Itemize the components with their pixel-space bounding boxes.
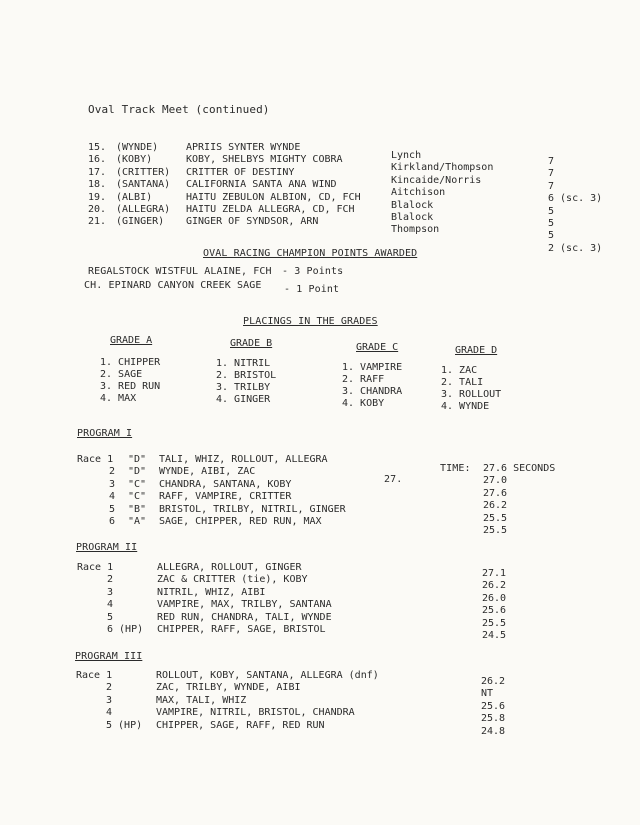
race-label: 2	[107, 574, 114, 586]
entry-owners	[391, 150, 493, 237]
race-label: 5	[107, 611, 114, 623]
grade-c-column	[342, 342, 402, 410]
program-3-title: PROGRAM III	[75, 651, 143, 662]
race-time: 26.0	[482, 592, 507, 604]
race-time: 24.8	[481, 725, 506, 737]
entry-call-name: (ALLEGRA)	[116, 203, 171, 215]
entry-registered-name: HAITU ZELDA ALLEGRA, CD, FCH	[186, 203, 355, 215]
grade-placing: 1. ZAC	[441, 365, 478, 376]
race-time: 24.5	[482, 629, 507, 641]
race-time: 25.5	[482, 617, 507, 629]
program-2-title: PROGRAM II	[76, 542, 138, 553]
grade-placing: 2. RAFF	[342, 374, 385, 385]
entry-owner: Kirkland/Thompson	[391, 162, 494, 174]
race-time: 27.1	[482, 568, 507, 579]
race-grade: "B"	[128, 503, 147, 515]
entry-points-value: 5	[548, 217, 555, 229]
race-time: 26.2	[483, 500, 508, 512]
grade-placing: 1. VAMPIRE	[342, 362, 403, 373]
grade-placing: 2. BRISTOL	[216, 370, 277, 381]
race-dogs: RAFF, VAMPIRE, CRITTER	[159, 491, 292, 503]
race-label: Race 1	[77, 562, 114, 573]
entry-points-value: 5	[548, 205, 555, 217]
grade-placing: 3. RED RUN	[100, 381, 161, 392]
entry-points-value: 2 (sc. 3)	[548, 242, 603, 254]
race-dogs: CHIPPER, RAFF, SAGE, BRISTOL	[157, 623, 326, 635]
entry-points-value: 6 (sc. 3)	[548, 193, 603, 205]
race-grade: "C"	[128, 491, 147, 503]
entry-number: 19.	[88, 191, 107, 203]
race-time: 25.6	[482, 605, 507, 617]
time-label: TIME:	[440, 463, 471, 474]
race-label: 3	[106, 694, 113, 706]
entry-number: 16.	[88, 154, 107, 166]
entry-number: 15.	[88, 142, 107, 153]
entry-owner: Kincaide/Norris	[391, 174, 482, 186]
entry-call-name: (SANTANA)	[116, 179, 171, 191]
entry-registered-name: HAITU ZEBULON ALBION, CD, FCH	[186, 191, 361, 203]
race-grade: "C"	[128, 478, 147, 490]
race-time: 27.6	[483, 487, 508, 499]
race-label: 4	[107, 599, 114, 611]
race-dogs: NITRIL, WHIZ, AIBI	[157, 586, 266, 598]
program-3-race-labels	[76, 670, 142, 732]
program-1-dogs	[159, 454, 346, 528]
grade-title: GRADE D	[455, 345, 498, 356]
race-dogs: VAMPIRE, MAX, TRILBY, SANTANA	[157, 599, 332, 611]
grade-d-column	[441, 345, 501, 413]
entry-registered-name: APRIIS SYNTER WYNDE	[186, 142, 301, 153]
grade-placing: 1. NITRIL	[216, 358, 271, 369]
race-label: 3	[107, 586, 114, 598]
program-2-times	[482, 568, 506, 642]
champion-heading: OVAL RACING CHAMPION POINTS AWARDED	[203, 248, 418, 259]
entry-points-value: 7	[548, 156, 555, 167]
entry-number: 18.	[88, 179, 107, 191]
grade-placing: 4. WYNDE	[441, 401, 490, 412]
entry-registered-names	[186, 142, 361, 229]
race-time: 25.8	[481, 713, 506, 725]
entry-registered-name: CALIFORNIA SANTA ANA WIND	[186, 179, 337, 191]
race-grade: "A"	[128, 515, 147, 527]
entry-call-name: (CRITTER)	[116, 166, 171, 178]
race-label: Race 1	[77, 454, 114, 465]
champion-name: CH. EPINARD CANYON CREEK SAGE	[84, 280, 262, 291]
program-2-dogs	[157, 562, 332, 636]
race-label: 5	[109, 503, 116, 515]
champion-name: REGALSTOCK WISTFUL ALAINE, FCH	[88, 266, 272, 277]
program-3-times	[481, 676, 505, 738]
race-label: Race 1	[76, 670, 113, 681]
grade-a-column	[100, 335, 160, 405]
race-dogs: BRISTOL, TRILBY, NITRIL, GINGER	[159, 503, 346, 515]
program-3-dogs	[156, 670, 379, 732]
race-grade: "D"	[128, 454, 147, 465]
race-time: 27.6 SECONDS	[483, 463, 556, 474]
race-time: 25.6	[481, 700, 506, 712]
program-1-times	[483, 463, 555, 537]
race-time: 27.0	[483, 475, 508, 487]
entry-owner: Blalock	[391, 199, 434, 211]
entry-points-value: 7	[548, 168, 555, 180]
race-dogs: WYNDE, AIBI, ZAC	[159, 466, 256, 478]
race-label: 2	[109, 466, 116, 478]
page-title: Oval Track Meet (continued)	[88, 103, 270, 116]
race-label: 6	[109, 515, 116, 527]
race-time: 25.5	[483, 524, 508, 536]
stray-mark: 27.	[384, 474, 403, 485]
race-dogs: CHIPPER, SAGE, RAFF, RED RUN	[156, 719, 325, 731]
entry-call-name: (GINGER)	[116, 216, 165, 228]
race-time: 26.2	[481, 676, 506, 687]
grade-placing: 4. KOBY	[342, 398, 385, 409]
entry-number: 21.	[88, 216, 107, 228]
entry-numbers	[88, 142, 106, 229]
entry-owner: Lynch	[391, 150, 422, 161]
entry-number: 17.	[88, 166, 107, 178]
grade-title: GRADE A	[110, 335, 153, 346]
grade-placing: 2. TALI	[441, 377, 484, 388]
race-dogs: MAX, TALI, WHIZ	[156, 694, 247, 706]
grade-placing: 4. MAX	[100, 393, 137, 404]
race-dogs: VAMPIRE, NITRIL, BRISTOL, CHANDRA	[156, 707, 355, 719]
program-1-grades	[128, 454, 146, 528]
race-dogs: ZAC, TRILBY, WYNDE, AIBI	[156, 682, 301, 694]
race-label: 3	[109, 478, 116, 490]
race-time: 25.5	[483, 512, 508, 524]
grade-title: GRADE C	[356, 342, 399, 353]
champion-points: - 3 Points	[282, 266, 344, 277]
grade-placing: 2. SAGE	[100, 369, 143, 380]
entry-number: 20.	[88, 203, 107, 215]
race-dogs: ROLLOUT, KOBY, SANTANA, ALLEGRA (dnf)	[156, 670, 379, 681]
race-label: 4	[109, 491, 116, 503]
entry-owner: Aitchison	[391, 187, 446, 199]
entry-registered-name: GINGER OF SYNDSOR, ARN	[186, 216, 319, 228]
grade-placing: 3. CHANDRA	[342, 386, 403, 397]
entry-points-value: 5	[548, 230, 555, 242]
entry-call-names	[116, 142, 170, 229]
program-1-race-labels	[77, 454, 115, 528]
race-label: 4	[106, 707, 113, 719]
race-dogs: SAGE, CHIPPER, RED RUN, MAX	[159, 515, 322, 527]
grade-placing: 3. TRILBY	[216, 382, 271, 393]
grade-placing: 3. ROLLOUT	[441, 389, 502, 400]
entry-call-name: (ALBI)	[116, 191, 153, 203]
grade-placing: 1. CHIPPER	[100, 357, 161, 368]
race-dogs: ZAC & CRITTER (tie), KOBY	[157, 574, 308, 586]
entry-points	[548, 156, 602, 255]
race-dogs: TALI, WHIZ, ROLLOUT, ALLEGRA	[159, 454, 328, 465]
race-time: 26.2	[482, 580, 507, 592]
entry-call-name: (WYNDE)	[116, 142, 159, 153]
entry-call-name: (KOBY)	[116, 154, 153, 166]
race-dogs: RED RUN, CHANDRA, TALI, WYNDE	[157, 611, 332, 623]
program-1-title: PROGRAM I	[77, 428, 133, 439]
entry-owner: Thompson	[391, 224, 440, 236]
entry-points-value: 7	[548, 180, 555, 192]
grade-b-column	[216, 338, 276, 406]
race-label: 2	[106, 682, 113, 694]
grade-title: GRADE B	[230, 338, 273, 349]
champion-points: - 1 Point	[284, 284, 340, 295]
entry-registered-name: CRITTER OF DESTINY	[186, 166, 295, 178]
program-2-race-labels	[77, 562, 143, 636]
grade-placing: 4. GINGER	[216, 394, 271, 405]
race-label: 6 (HP)	[107, 623, 144, 635]
race-label: 5 (HP)	[106, 719, 143, 731]
entry-owner: Blalock	[391, 211, 434, 223]
entry-registered-name: KOBY, SHELBYS MIGHTY COBRA	[186, 154, 343, 166]
race-dogs: ALLEGRA, ROLLOUT, GINGER	[157, 562, 302, 573]
race-time: NT	[481, 688, 494, 700]
race-grade: "D"	[128, 466, 147, 478]
grades-heading: PLACINGS IN THE GRADES	[243, 316, 378, 327]
race-dogs: CHANDRA, SANTANA, KOBY	[159, 478, 292, 490]
